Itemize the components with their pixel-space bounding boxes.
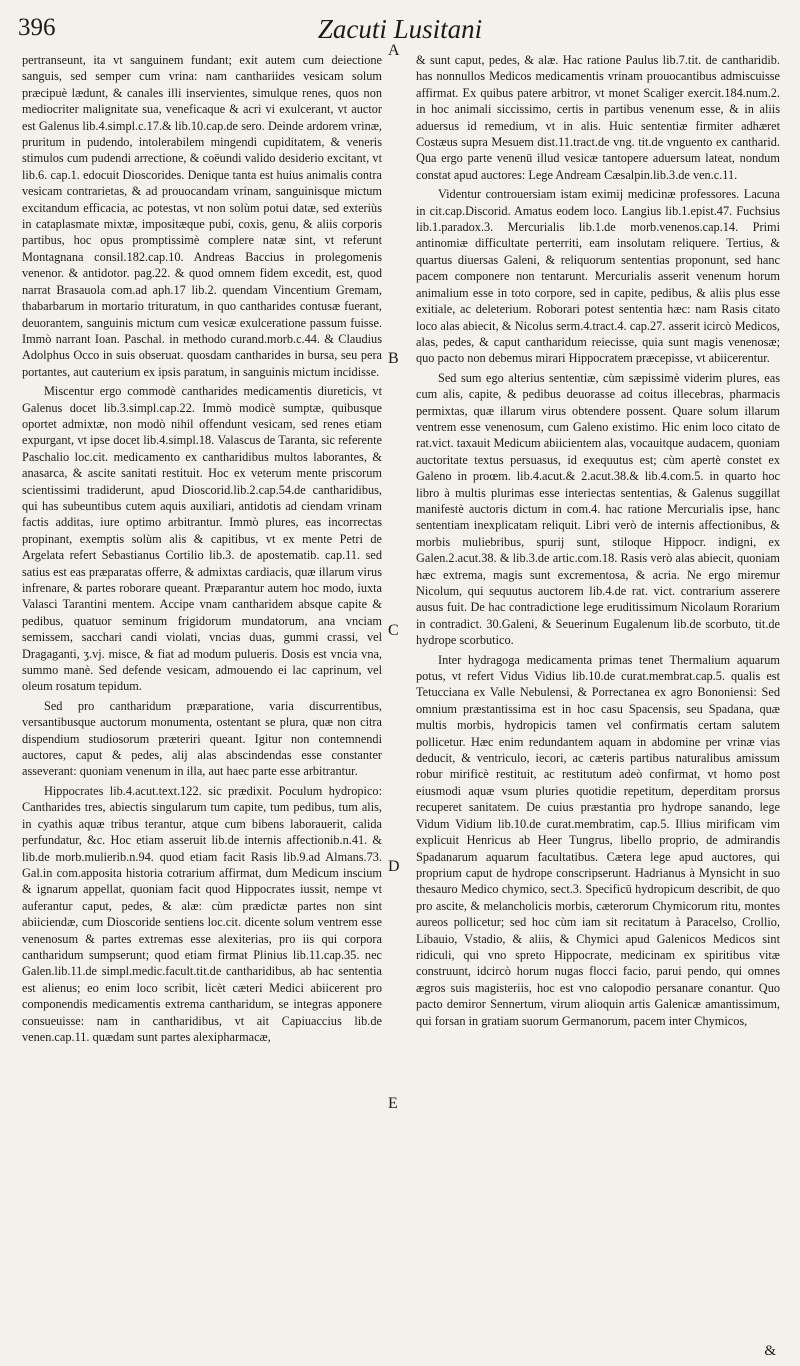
paragraph: & sunt caput, pedes, & alæ. Hac ratione Paulus lib.7.tit. de cantharidib. has nonnullos Medicos medicamentis vrinam prouocantibus admiscuisse affirmat. Ex quibus patere arbitror, vt monet Scaliger exercit.184.num.2. in hoc animali siccissimo, certis in partibus venenum esse, & in aliis aduersus id remedium, vt in alis. Huic sententiæ firmiter adhæret Costæus supra Mesuem dist.11.tract.de vng. tit.de vnguento ex cantharid. Qua ergo parte venenū illud vesicæ tantopere aduersum lateat, nondum constat apud auctores: Lege Andream Cæsalpin.lib.3.de ven.c.11. bbox=[416, 53, 780, 182]
margin-marker-e: E bbox=[388, 1095, 398, 1112]
margin-marker-a: A bbox=[388, 42, 400, 59]
left-column bbox=[22, 52, 382, 1357]
page-header bbox=[18, 14, 782, 52]
paragraph: Videntur controuersiam istam eximij medicinæ professores. Lacuna in cit.cap.Discorid. Amatus eodem loco. Langius lib.1.epist.47. Fuchsius lib.1.paradox.3. Mercurialis lib.1.de morb.venenos.cap.14. Primi antinomiæ difficultate perterriti, eam insolutam reliquere. Tertius, & quartus diuersas Galeni, & reliquorum sententias proponunt, sed hanc pacem componere non tentarunt. Mercurialis asserit venenum horum animalium esse in toto corpore, sed in capite, pedibus, & aliis plus esse exitiale, ac deleterium. Roborari potest sententia hæc: nam Rasis citato loco alas abiecit, & Nicolus serm.4.tract.4. cap.27. asserit icircò Medicos, alas, pedes, & caput cantharidum reiecisse, quia sunt magis venenosæ; quo pacto non debemus mirari Hippocratem præcepisse, vt abiicerentur. bbox=[416, 187, 780, 366]
paragraph: Sed sum ego alterius sententiæ, cùm sæpissimè viderim plures, eas cum alis, capite, & pedibus deuorasse ad coitus illecebras, pharmacis permixtas, quæ illarum virus obtendere possent. Quare solum illarum ventrem esse venenosum, cum Galeno existimo. Hic enim loco citato de rat.vict. taxauit Medicum abiicientem alas, vocauitque audacem, quoniam auctoritate textus persuasus, id exequutus est; cùm apertè constet ex Galeno in proœm. lib.4.acut.& 2.acut.38.& lib.4.com.5. in quarto hoc libro à multis plurimas esse interiectas sententias, & Galenus suggillat manifestè auctoris dictum in com.4. hac ratione Mercurialis ipse, hanc sententiam inexplicatam reliquit. Libri verò de internis affectionibus, & morbis muliebribus, spurij sunt, stiloque Hippocr. indigni, ex Galen.2.acut.38. & lib.3.de artic.com.18. Rasis verò alas abiecit, quoniam hæc extrema, magis sunt excrementosa, & acria. Ne ergo miremur Nicolum, qui sequutus auctorem lib.4.de rat. vict. contrarium asserere ausus fuit. De hac contradictione lege eruditissimum Nicolaum Rorarium in contradict. 30.Galeni, & Seuerinum Eugalenum lib.de scorbuto, tit.de hydrope scorbutico. bbox=[416, 370, 780, 648]
paragraph: Miscentur ergo commodè cantharides medicamentis diureticis, vt Galenus docet lib.3.simpl.cap.22. Immò modicè sumptæ, quibusque oportet admixtæ, non modò nihil offendunt vesicam, sed renes etiam expurgant, vt ipse docet lib.4.simpl.18. Valascus de Taranta, sic referente Paschalio loc.cit. medicamento ex cantharidibus multos laborantes, & anasarca, & ascite sanitati restituit. Hoc ex veterum mente priscorum scientissimi tradiderunt, apud Dioscorid.lib.2.cap.54.de cantharidibus, qui has subeuntibus cutem aquis auxiliari, antidotis ad ciendam vrinam factis additas, iure optimo arbitrantur. Immò plures, eas incorrectas propinant, exemptis solùm alis & capitibus, vt ex mente Petri de Argelata refert Sebastianus Cortilio lib.3. de apostematib. cap.11. sed satius est eas præparatas offerre, & admixtas cardiacis, quæ illarum virus infrenare, & partes roborare queant. Præparantur autem hoc modo, iuxta Valasci Tarantini mentem. Accipe vnam cantharidem absque capite & pedibus, quatuor seminum frigidorum mundatorum, ana vnciam semissem, sacchari candi violati, vncias duas, gummi crassi, vel Dragaganti, ʒ.vj. misce, & fiat ad modum pulueris. Dosis est vncia vna, summo manè. Sed defende vesicam, admouendo ei lac caprinum, vel oleum rosatum tepidum. bbox=[22, 384, 382, 694]
paragraph: Inter hydragoga medicamenta primas tenet Thermalium aquarum potus, vt refert Vidus Vidius lib.10.de curat.membrat.cap.5. qualis est Tetucciana ex Valle Nebulensi, & Porrectanea ex agro Bononiensi: Sed omnium præstantissima est in hoc casu Spacensis, seu Spadana, quæ multis morbis, hydropicis tamen vel confirmatis certam salutem pollicetur. Hæc enim redundantem aquam in abdomine per vrinæ vias deducit, & ventriculo, iecori, ac cæteris partibus naturalibus amissum robur mirificè restituit, ac restitutum adeò confirmat, vt homo post eiusmodi aquæ vsum pluries quotidie repetitum, deperditam prorsus recuperet sanitatem. De cuius præstantia pro hydrope sanando, lege Vidum Vidium lib.10.de curat.membratim, cap.5. Illius mirificam vim explicuit Henricus ab Heer Tungrus, libello proprio, de admirandis Spadanarum aquarum facultatibus. Cætera lege apud auctores, qui proprium caput de hydrope conscripserunt. Hadrianus à Mynsicht in suo thesauro Medico chymico, sect.3. Specificū hydropicum describit, de quo pro ascite, & melancholicis morbis, cæterorum Chymicorum ritu, montes aureos pollicetur; sed hoc cùm iam sit recitatum à Paracelso, Crollio, Libauio, Vstadio, & aliis, & Chymici apud Galenicos Medicos sint ridiculi, qui vno spreto Hippocrate, medicinam ex spiritibus vitæ construunt, idcircò horum nugas flocci facio, parui pendo, qui omnes ægros suis magisteriis, hoc est vno calopodio persanare conantur. Quo pacto demiror Sennertum, virum alioquin artis Galenicæ amantissimum, qui forsan in gratiam suorum Germanorum, pacem inter Chymicos, bbox=[416, 652, 780, 1028]
paragraph: Hippocrates lib.4.acut.text.122. sic prædixit. Poculum hydropico: Cantharides tres, abiectis singularum tum capite, tum pedibus, tum alis, in cyathis aquæ tribus terantur, atque cum bibens laborauerit, calida perfundatur, &c. Hoc etiam asseruit lib.de internis affectionib.n.41. & lib.de morb.mulierib.n.94. quod etiam facit Rasis lib.9.ad Almans.73. Gal.in com.apposita historia cotrarium affirmat, dum Medicum inscium & ignarum appellat, quoniam facit quod Hippocrates iussit, nempe vt auferantur caput, pedes, & alæ: cùm prædictæ partes non sint abiiciendæ, cum Dioscoride sentiens loc.cit. dicente solum ventrem esse venenosum & partes extremas esse alexiterias, pro iis qui corpora cantharidum sumpserunt; quod etiam firmat Plinius lib.11.cap.35. nec Galen.lib.11.de simpl.medic.facult.tit.de cantharidibus, ab hac sententia est alienus; eo enim loco scribit, licèt cæteri Medici abiicerent pro componendis medicamentis extrema cantharidum, se integras apponere consueuisse: nam in cantharidibus, vt ait Capiuaccius lib.de venen.cap.11. quædam sunt partes alexipharmacæ, bbox=[22, 783, 382, 1044]
catchword: & bbox=[764, 1343, 776, 1359]
margin-marker-c: C bbox=[388, 622, 399, 639]
paragraph: pertranseunt, ita vt sanguinem fundant; exit autem cum deiectione sanguis, sed semper cum vrina: nam canthariides vesicam solum præcipuè lædunt, & canales illi inservientes, simulque renes, quos non mediocriter malignitate sua, veneficaque & acri vi exulcerant, vt auctor est Galenus lib.4.simpl.c.17.& lib.10.cap.de sero. Deinde ardorem vrinæ, pruritum in pudendo, intolerabilem mingendi cupiditatem, & veneris stimulos cum pudendi arrectione, & coëundi valido desiderio excitant, vt lib.6. cap.1. edocuit Dioscorides. Denique tanta est huius animalis contra vesicam contrarietas, & ad prouocandam vrinam, sanguinisque mictum excitandum efficacia, ac potestas, vt non solùm potui datæ, sed exteriùs in cataplasmate mixtæ, impositæque pubi, coxis, genu, & aliis corporis partibus, hoc opus promptissimè complere natæ sint, vt referunt Montagnana consil.182.cap.10. Andreas Baccius in prolegomenis venenor. & antidotor. pag.22. & quod omnem fidem excedit, est, quod narrat Brasauola com.ad aph.17 lib.2. quendam Vincentium Gremam, thabarbarum in mortario trituratum, in quo cantharides contusæ fuerant, deuorantem, sanguinis mictum cum vesicæ exulceratione passum fuisse. Immò narrant Ioan. Paschal. in methodo curand.morb.c.44. & Claudius Adolphus Occo in suis obseruat. quosdam cantharides in bursa, seu pera portantes, aut cauterium ex ipsis paratum, in sanguinis mictum incidisse. bbox=[22, 53, 382, 379]
page-number: 396 bbox=[18, 14, 56, 41]
paragraph: Sed pro cantharidum præparatione, varia discurrentibus, versantibusque auctorum monumenta, ostentant se plura, quæ non citra dispendium studiosorum præteriri queant. Igitur non contemnendi auctores, caput & pedes, alij alas abscindendas esse constanter asseverant: quoniam venenum in illa, aut haec parte esse arbitrantur. bbox=[22, 698, 382, 779]
margin-marker-b: B bbox=[388, 350, 399, 367]
running-title: Zacuti Lusitani bbox=[317, 14, 483, 44]
right-column bbox=[416, 52, 780, 1357]
margin-marker-d: D bbox=[388, 858, 400, 875]
